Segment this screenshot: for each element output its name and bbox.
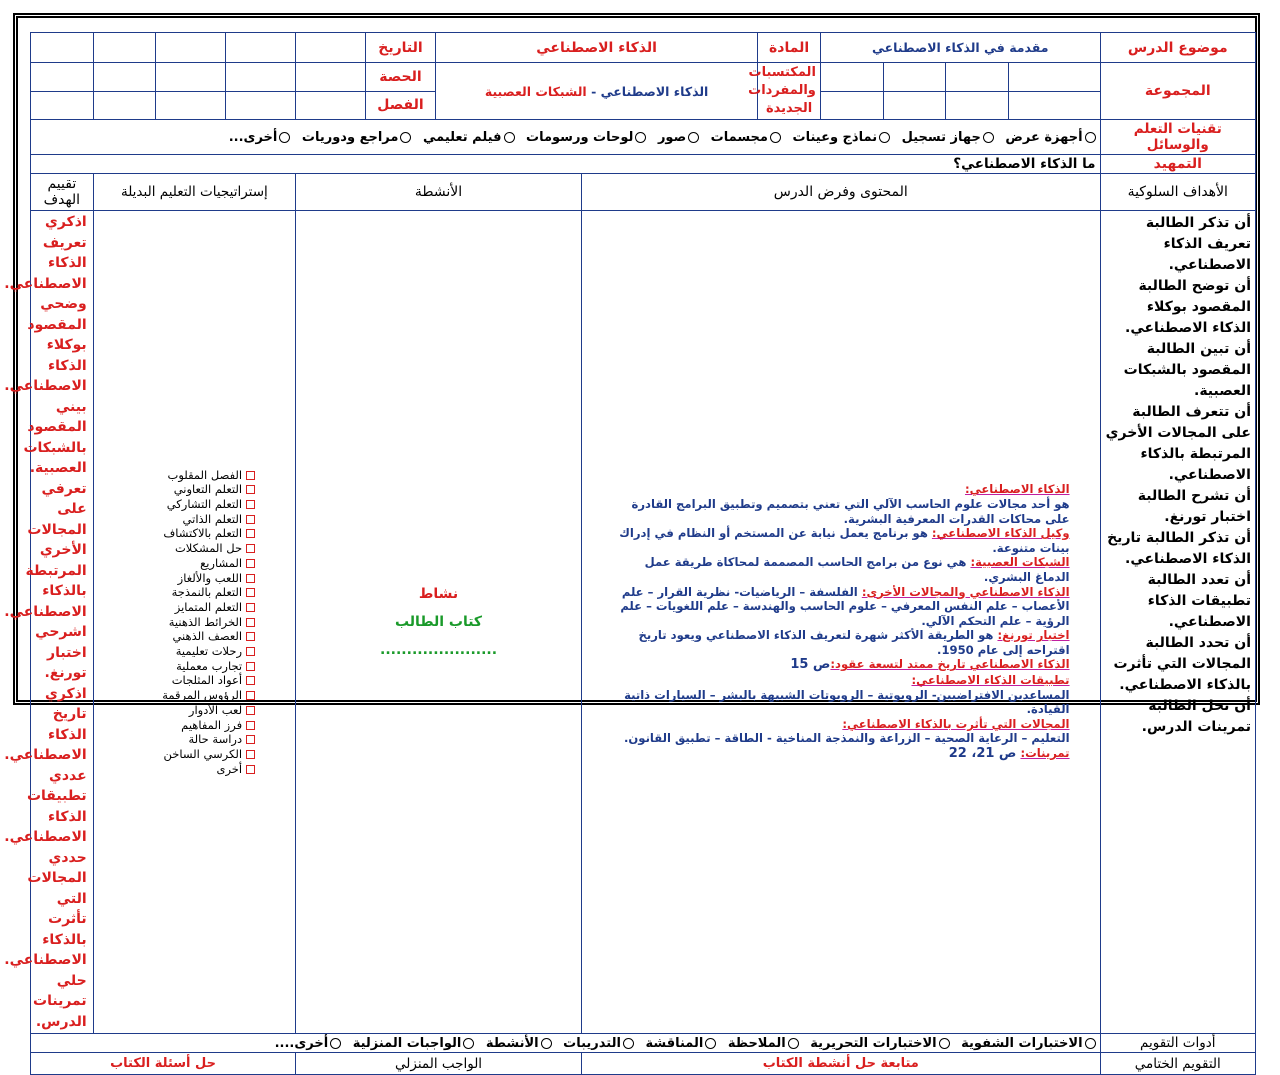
lesson-plan bbox=[4, 32, 1256, 1072]
date-cell-3 bbox=[156, 33, 226, 63]
assessment-label: أدوات التقويم bbox=[1100, 1034, 1255, 1053]
assessment-option[interactable]: الملاحظة bbox=[728, 1036, 799, 1051]
checkbox-icon bbox=[246, 500, 255, 509]
final-label: التقويم الختامي bbox=[1100, 1053, 1255, 1075]
content-affected: المجالات التي تأثرت بالذكاء الاصطناعي: bbox=[842, 716, 1070, 731]
tool-option[interactable]: أجهزة عرض bbox=[1005, 130, 1095, 145]
radio-circle-icon bbox=[1085, 1038, 1096, 1049]
objective-item: أن تشرح الطالبة اختبار تورنغ. bbox=[1137, 488, 1251, 525]
content-exercises: تمرينات: ص 21، 22 bbox=[948, 746, 1070, 762]
period-cell-2 bbox=[226, 63, 296, 92]
radio-circle-icon bbox=[1085, 132, 1096, 143]
acquired-value-a: الذكاء الاصطناعي - bbox=[591, 83, 709, 99]
column-headings-row bbox=[31, 174, 1256, 211]
content-apps-text: المساعدين الافتراضيين- الروبوتية – الروبوتات الشبيهة بالبشر – السيارات ذاتية القيادة. bbox=[624, 687, 1070, 717]
group-cell-4 bbox=[820, 63, 883, 92]
tool-option[interactable]: لوحات ورسومات bbox=[526, 130, 646, 145]
objective-item: أن تذكر الطالبة تعريف الذكاء الاصطناعي. bbox=[1145, 215, 1251, 273]
strategy-item[interactable]: التعلم الذاتي bbox=[98, 512, 255, 527]
group-cell-3 bbox=[883, 63, 946, 92]
content-turing: اختبار تورنغ: هو الطريقة الأكثر شهرة لتعريف الذكاء الاصطناعي ويعود تاريخ اقتراحه إلى عام 1950. bbox=[638, 628, 1070, 657]
acquired-value bbox=[435, 63, 757, 120]
checkbox-icon bbox=[246, 735, 255, 744]
final-row bbox=[31, 1053, 1256, 1075]
tool-option[interactable]: أخرى... bbox=[229, 130, 291, 145]
class-label: الفصل bbox=[366, 91, 436, 120]
evaluation-item: اذكري تعريف الذكاء الاصطناعي. bbox=[4, 214, 87, 292]
radio-circle-icon bbox=[279, 132, 290, 143]
class-cell-2 bbox=[226, 91, 296, 120]
intro-question: ما الذكاء الاصطناعي؟ bbox=[31, 155, 1101, 174]
evaluation-item: حلي تمرينات الدرس. bbox=[33, 972, 87, 1030]
objective-item: أن تحل الطالبة تمرينات الدرس. bbox=[1141, 698, 1251, 735]
strategy-item[interactable]: التعلم بالاكتشاف bbox=[98, 526, 255, 541]
checkbox-icon bbox=[246, 485, 255, 494]
date-cell-4 bbox=[93, 33, 156, 63]
objective-item: أن تبين الطالبة المقصود بالشبكات العصبية. bbox=[1123, 341, 1251, 399]
assessment-option[interactable]: التدريبات bbox=[563, 1036, 634, 1051]
main-body-row bbox=[31, 211, 1256, 1034]
checkbox-icon bbox=[246, 765, 255, 774]
radio-circle-icon bbox=[788, 1038, 799, 1049]
content-ai: الذكاء الاصطناعي: bbox=[964, 482, 1070, 497]
strategy-item[interactable]: التعلم المتمايز bbox=[98, 600, 255, 615]
objectives-cell bbox=[1100, 211, 1255, 1034]
checkbox-icon bbox=[246, 471, 255, 480]
strategy-item[interactable]: اللعب والألغاز bbox=[98, 571, 255, 586]
objective-item: أن تعدد الطالبة تطبيقات الذكاء الاصطناعي. bbox=[1147, 572, 1251, 630]
period-cell-3 bbox=[156, 63, 226, 92]
strategy-item[interactable]: فرز المفاهيم bbox=[98, 718, 255, 733]
tool-option[interactable]: صور bbox=[658, 130, 699, 145]
homework-label: الواجب المنزلي bbox=[296, 1053, 582, 1075]
assessment-option[interactable]: الاختبارات الشفوية bbox=[961, 1036, 1095, 1051]
checkbox-icon bbox=[246, 676, 255, 685]
content-nn: الشبكات العصبية: هي نوع من برامج الحاسب المصممة لمحاكاة طريقة عمل الدماغ البشري. bbox=[644, 555, 1070, 584]
strategy-item[interactable]: رحلات تعليمية bbox=[98, 644, 255, 659]
period-cell-1 bbox=[296, 63, 366, 92]
strategy-item[interactable]: أخرى bbox=[98, 762, 255, 777]
assessment-options bbox=[31, 1034, 1101, 1053]
col-objectives: الأهداف السلوكية bbox=[1100, 174, 1255, 211]
subject-value: مقدمة في الذكاء الاصطناعي bbox=[820, 33, 1100, 63]
radio-circle-icon bbox=[635, 132, 646, 143]
strategy-item[interactable]: حل المشكلات bbox=[98, 541, 255, 556]
col-content: المحتوى وفرض الدرس bbox=[581, 174, 1100, 211]
evaluation-item: اشرحي اختبار تورنغ. bbox=[35, 624, 87, 681]
header-row-1 bbox=[31, 33, 1256, 63]
radio-circle-icon bbox=[541, 1038, 552, 1049]
strategies-list bbox=[98, 468, 291, 777]
activity-dots: ...................... bbox=[380, 642, 498, 658]
objective-item: أن توضح الطالبة المقصود بوكلاء الذكاء الاصطناعي. bbox=[1125, 278, 1251, 336]
radio-circle-icon bbox=[983, 132, 994, 143]
lesson-plan-table bbox=[4, 32, 1256, 1075]
checkbox-icon bbox=[246, 632, 255, 641]
class-cell-5 bbox=[31, 91, 94, 120]
assessment-option[interactable]: أخرى.... bbox=[275, 1036, 342, 1051]
content-fields: الذكاء الاصطناعي والمجالات الأخرى: الفلسفة – الرياضيات- نظرية القرار – علم الأعصاب – علم النفس المعرفي – علوم الحاسب والهندسة – علم اللغويات – علم الرؤية – علم التحكم الآلي. bbox=[620, 584, 1070, 628]
radio-circle-icon bbox=[705, 1038, 716, 1049]
checkbox-icon bbox=[246, 515, 255, 524]
final-followup: متابعة حل أنشطة الكتاب bbox=[581, 1053, 1100, 1075]
radio-circle-icon bbox=[879, 132, 890, 143]
strategy-item[interactable]: الفصل المقلوب bbox=[98, 468, 255, 483]
strategy-item[interactable]: لعب الأدوار bbox=[98, 703, 255, 718]
strategy-item[interactable]: الكرسي الساخن bbox=[98, 747, 255, 762]
radio-circle-icon bbox=[504, 132, 515, 143]
content-cell bbox=[581, 211, 1100, 1034]
content-history: الذكاء الاصطناعي تاريخ ممتد لتسعة عقود:ص 15 bbox=[790, 657, 1070, 673]
strategy-item[interactable]: الرؤوس المرقمة bbox=[98, 688, 255, 703]
content-agent: وكيل الذكاء الاصطناعي: هو برنامج يعمل نيابة عن المستخم أو النظام في إدراك بينات متنوعة. bbox=[619, 526, 1070, 555]
period-label: الحصة bbox=[366, 63, 436, 92]
tools-row bbox=[31, 120, 1256, 155]
checkbox-icon bbox=[246, 559, 255, 568]
group-cell-5 bbox=[1008, 91, 1100, 120]
group-label: المجموعة bbox=[1100, 63, 1255, 120]
content-ai-text: هو أحد مجالات علوم الحاسب الآلي التي تعني بتصميم وتطبيق البرامج القادرة على محاكات القدرات المعرفية البشرية. bbox=[631, 496, 1070, 526]
checkbox-icon bbox=[246, 647, 255, 656]
activities-cell bbox=[296, 211, 582, 1034]
evaluation-cell bbox=[4, 211, 94, 1034]
checkbox-icon bbox=[246, 706, 255, 715]
strategy-item[interactable]: التعلم التعاوني bbox=[98, 482, 255, 497]
radio-circle-icon bbox=[770, 132, 781, 143]
strategy-item[interactable]: المشاريع bbox=[98, 556, 255, 571]
tool-option[interactable]: فيلم تعليمي bbox=[423, 130, 515, 145]
checkbox-icon bbox=[246, 750, 255, 759]
col-activities: الأنشطة bbox=[296, 174, 582, 211]
objective-item: أن تتعرف الطالبة على المجالات الأخري المرتبطة بالذكاء الاصطناعي. bbox=[1105, 404, 1251, 483]
assessment-row bbox=[31, 1034, 1256, 1053]
group-cell-7 bbox=[883, 91, 946, 120]
evaluation-item: حددي المجالات التي تأثرت بالذكاء الاصطناعي. bbox=[4, 849, 87, 968]
strategies-cell bbox=[93, 211, 295, 1034]
period-cell-5 bbox=[31, 63, 94, 92]
period-cell-4 bbox=[93, 63, 156, 92]
checkbox-icon bbox=[246, 691, 255, 700]
radio-circle-icon bbox=[688, 132, 699, 143]
date-cell-2 bbox=[226, 33, 296, 63]
radio-circle-icon bbox=[463, 1038, 474, 1049]
group-cell-6 bbox=[946, 91, 1009, 120]
checkbox-icon bbox=[246, 603, 255, 612]
assessment-option[interactable]: المناقشة bbox=[645, 1036, 716, 1051]
strategy-item[interactable]: دراسة حالة bbox=[98, 732, 255, 747]
tools-options bbox=[31, 120, 1101, 155]
evaluation-item: عددي تطبيقات الذكاء الاصطناعي. bbox=[4, 767, 87, 845]
tool-option[interactable]: مراجع ودوريات bbox=[302, 130, 412, 145]
strategy-item[interactable]: أعواد المثلجات bbox=[98, 673, 255, 688]
acquired-value-b: الشبكات العصبية bbox=[484, 83, 587, 99]
intro-row bbox=[31, 155, 1256, 174]
date-cell-5 bbox=[31, 33, 94, 63]
acquired-label: المكتسبات والمفردات الجديدة bbox=[758, 63, 821, 120]
course-value: الذكاء الاصطناعي bbox=[435, 33, 757, 63]
assessment-option[interactable]: الاختبارات التحريرية bbox=[810, 1036, 949, 1051]
checkbox-icon bbox=[246, 574, 255, 583]
strategy-item[interactable]: العصف الذهني bbox=[98, 629, 255, 644]
class-cell-3 bbox=[156, 91, 226, 120]
group-cell-1 bbox=[1008, 63, 1100, 92]
radio-circle-icon bbox=[939, 1038, 950, 1049]
strategy-item[interactable]: التعلم التشاركي bbox=[98, 497, 255, 512]
content-affected-text: التعليم – الرعاية الصحية – الزراعة والنمذجة المناخية - الطاقة – تطبيق القانون. bbox=[624, 731, 1070, 746]
group-cell-8 bbox=[820, 91, 883, 120]
tool-option[interactable]: نماذج وعينات bbox=[793, 130, 891, 145]
class-cell-1 bbox=[296, 91, 366, 120]
evaluation-item: وضحي المقصود بوكلاء الذكاء الاصطناعي. bbox=[4, 296, 87, 394]
homework-value: حل أسئلة الكتاب bbox=[31, 1053, 296, 1075]
radio-circle-icon bbox=[330, 1038, 341, 1049]
class-cell-4 bbox=[93, 91, 156, 120]
assessment-option[interactable]: الأنشطة bbox=[486, 1036, 552, 1051]
col-strategies: إستراتيجيات التعليم البديلة bbox=[93, 174, 295, 211]
radio-circle-icon bbox=[623, 1038, 634, 1049]
checkbox-icon bbox=[246, 662, 255, 671]
checkbox-icon bbox=[246, 588, 255, 597]
intro-label: التمهيد bbox=[1100, 155, 1255, 174]
activity-title: نشاط bbox=[418, 586, 459, 602]
group-cell-2 bbox=[946, 63, 1009, 92]
evaluation-item: تعرفي على المجالات الأخري المرتبطة بالذكاء الاصطناعي. bbox=[4, 480, 87, 620]
tools-label: تقنيات التعلم والوسائل bbox=[1100, 120, 1255, 155]
header-row-2 bbox=[31, 63, 1256, 92]
checkbox-icon bbox=[246, 721, 255, 730]
strategy-item[interactable]: التعلم بالنمذجة bbox=[98, 585, 255, 600]
evaluation-item: اذكري تاريخ الذكاء الاصطناعي. bbox=[4, 685, 87, 763]
checkbox-icon bbox=[246, 618, 255, 627]
subject-label: موضوع الدرس bbox=[1100, 33, 1255, 63]
content-apps: تطبيقات الذكاء الاصطناعي: bbox=[911, 673, 1070, 688]
strategy-item[interactable]: تجارب معملية bbox=[98, 659, 255, 674]
activity-source: كتاب الطالب bbox=[394, 614, 483, 630]
radio-circle-icon bbox=[400, 132, 411, 143]
tool-option[interactable]: مجسمات bbox=[711, 130, 781, 145]
objective-item: أن تذكر الطالبة تاريخ الذكاء الاصطناعي. bbox=[1107, 530, 1251, 567]
col-evaluation: تقييم الهدف bbox=[31, 174, 94, 211]
checkbox-icon bbox=[246, 544, 255, 553]
course-label: المادة bbox=[758, 33, 821, 63]
evaluation-item: بيني المقصود بالشبكات العصبية. bbox=[23, 398, 87, 476]
date-label: التاريخ bbox=[366, 33, 436, 63]
tool-option[interactable]: جهاز تسجيل bbox=[902, 130, 994, 145]
checkbox-icon bbox=[246, 529, 255, 538]
objective-item: أن تحدد الطالبة المجالات التي تأثرت بالذكاء الاصطناعي. bbox=[1113, 635, 1251, 693]
strategy-item[interactable]: الخرائط الذهنية bbox=[98, 615, 255, 630]
assessment-option[interactable]: الواجبات المنزلية bbox=[353, 1036, 475, 1051]
date-cell-1 bbox=[296, 33, 366, 63]
